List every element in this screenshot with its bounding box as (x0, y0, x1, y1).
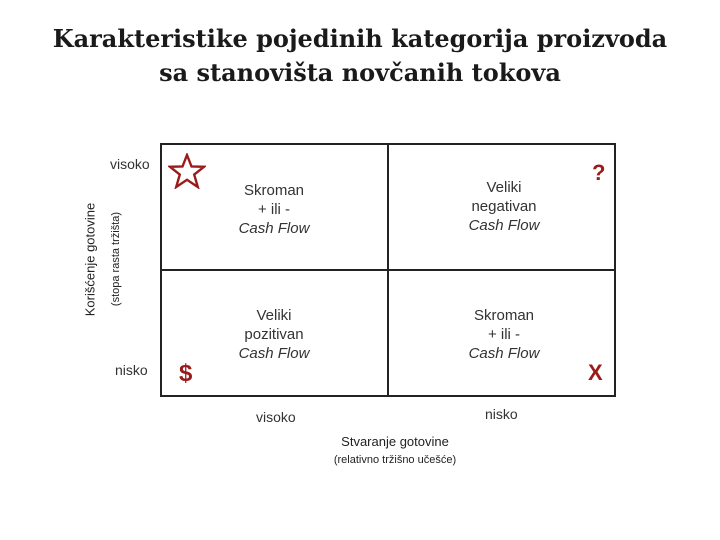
y-axis-low-label: nisko (115, 362, 148, 378)
quadrant-bottom-left-line1: Veliki (256, 307, 292, 324)
title-line-1: Karakteristike pojedinih kategorija proizvoda (52, 24, 668, 53)
quadrant-top-right-line2: negativan (471, 198, 537, 215)
x-axis-title: Stvaranje gotovine (341, 434, 449, 449)
quadrant-bottom-right-line3: Cash Flow (468, 345, 540, 362)
y-axis-high-label: visoko (110, 156, 150, 172)
slide-title (0, 22, 720, 90)
x-axis-subtitle: (relativno tržišno učešće) (333, 454, 457, 466)
dollar-icon: $ (179, 360, 193, 387)
quadrant-top-left-line1: Skroman (243, 182, 305, 199)
x-mark-icon: X (588, 360, 603, 385)
quadrant-bottom-right-line2: + ili - (487, 326, 521, 343)
title-line-2: sa stanovišta novčanih tokova (159, 58, 561, 87)
quadrant-top-left-line3: Cash Flow (238, 220, 310, 237)
quadrant-bottom-right-line1: Skroman (473, 307, 535, 324)
x-axis-low-label: nisko (485, 406, 518, 422)
quadrant-top-left (194, 181, 354, 238)
quadrant-bottom-right (424, 306, 584, 363)
matrix-horizontal-divider (160, 269, 616, 271)
question-mark-icon: ? (592, 160, 606, 185)
quadrant-bottom-left (194, 306, 354, 363)
y-axis-title: Korišćenje gotovine (82, 202, 98, 317)
quadrant-top-left-line2: + ili - (257, 201, 291, 218)
quadrant-top-right (424, 178, 584, 235)
quadrant-bottom-left-line2: pozitivan (244, 326, 304, 343)
quadrant-top-right-line1: Veliki (486, 179, 522, 196)
quadrant-top-right-line3: Cash Flow (468, 217, 540, 234)
y-axis-subtitle: (stopa rasta tržišta) (110, 211, 122, 307)
star-icon (168, 153, 206, 189)
quadrant-bottom-left-line3: Cash Flow (238, 345, 310, 362)
x-axis-high-label: visoko (256, 409, 296, 425)
